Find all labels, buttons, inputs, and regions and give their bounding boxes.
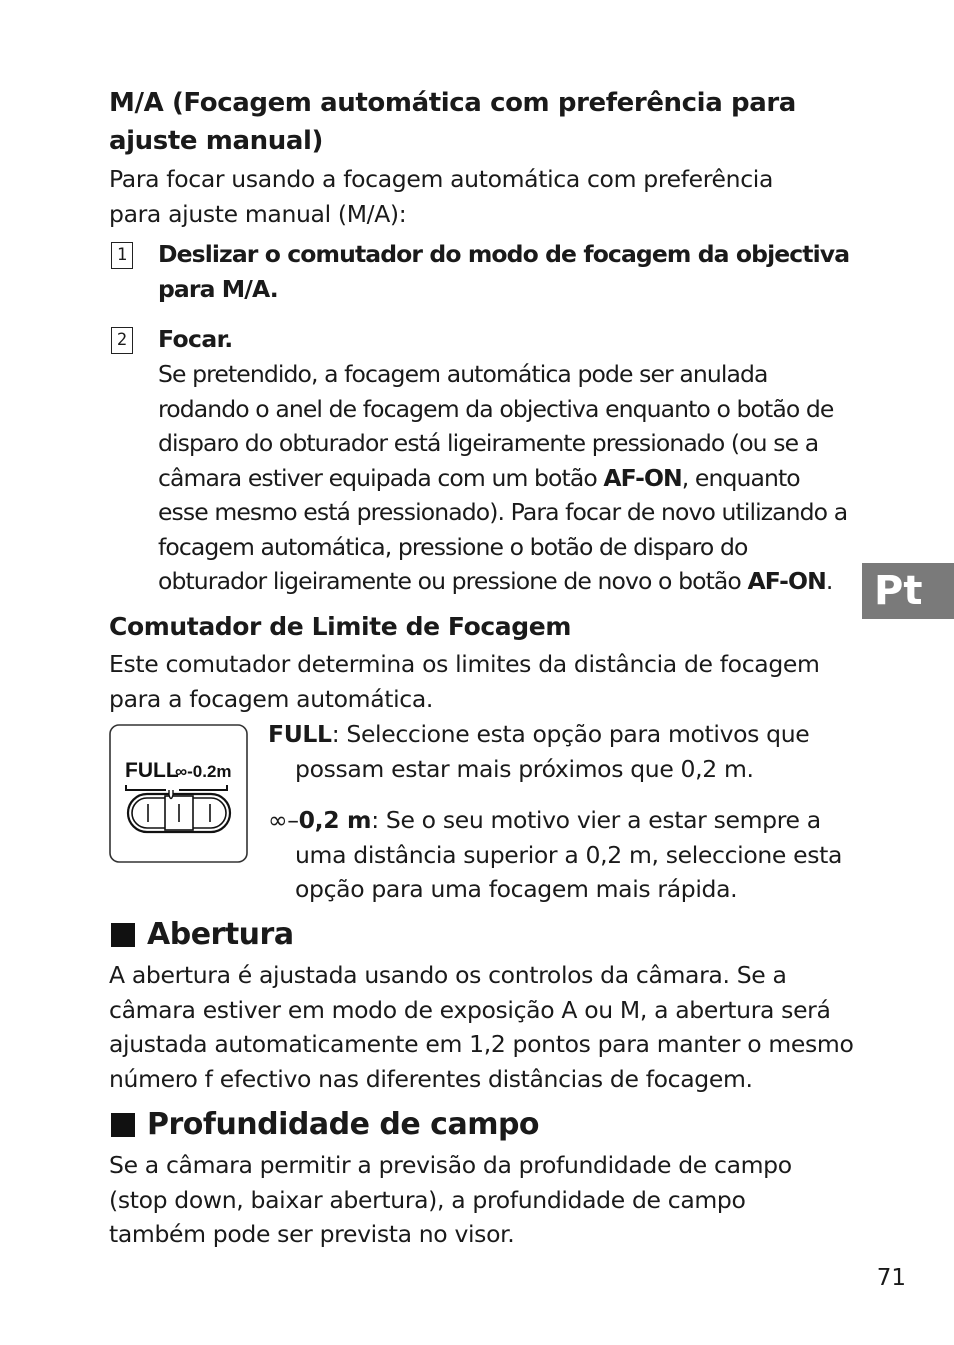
aperture-heading <box>111 916 294 954</box>
infinity-symbol: ∞– <box>268 806 299 834</box>
focus-limit-intro: Este comutador determina os limites da distância de focagem para a focagem automática. <box>109 650 820 713</box>
aperture-heading-text: Abertura <box>147 917 294 952</box>
step-2-body-text-2: , enquanto esse mesmo está pressionado). Para focar de novo utilizando a focagem automática, pressione o botão de disparo do obturador ligeiramente ou pressione de novo o botão <box>158 463 848 595</box>
switch-label-full: FULL <box>125 759 179 782</box>
page-number: 71 <box>876 1265 906 1291</box>
af-on-label: AF-ON <box>603 463 682 492</box>
option-infinity-desc: : Se o seu motivo vier a estar sempre a uma distância superior a 0,2 m, seleccione esta opção para uma focagem mais rápida. <box>295 806 843 903</box>
depth-of-field-heading-text: Profundidade de campo <box>147 1107 540 1142</box>
step-1-number: 1 <box>111 242 133 269</box>
aperture-body: A abertura é ajustada usando os controlos da câmara. Se a câmara estiver em modo de exposição A ou M, a abertura será ajustada automaticamente em 1,2 pontos para manter o mesmo número f efectivo nas diferentes distâncias de focagem. <box>109 961 854 1093</box>
option-full-desc: : Seleccione esta opção para motivos que possam estar mais próximos que 0,2 m. <box>295 720 810 783</box>
ma-intro: Para focar usando a focagem automática com preferência para ajuste manual (M/A): <box>109 165 774 228</box>
af-on-label-2: AF-ON <box>747 567 826 595</box>
focus-limit-heading: Comutador de Limite de Focagem <box>109 612 571 641</box>
switch-label-range: ∞-0.2m <box>175 762 232 781</box>
depth-of-field-heading <box>111 1106 539 1144</box>
language-tab: Pt <box>862 563 954 619</box>
option-full <box>268 717 865 786</box>
step-2-body-text-3: . <box>825 567 833 595</box>
depth-of-field-body: Se a câmara permitir a previsão da profundidade de campo (stop down, baixar abertura), a profundidade de campo também pode ser prevista no visor. <box>109 1151 792 1248</box>
ma-heading: M/A (Focagem automática com preferência para ajuste manual) <box>109 88 796 156</box>
step-2-body <box>158 357 848 599</box>
option-infinity <box>268 803 875 907</box>
step-1-title: Deslizar o comutador do modo de focagem da objectiva para M/A. <box>158 240 850 303</box>
step-2-body-text-1: Se pretendido, a focagem automática pode ser anulada rodando o anel de focagem da objectiva enquanto o botão de disparo do obturador está ligeiramente pressionado (ou se a câmara estiver equipada com um botão <box>158 360 834 492</box>
square-bullet-icon <box>111 1113 135 1137</box>
step-2-title: Focar. <box>158 325 233 353</box>
option-infinity-term: 0,2 m <box>298 806 372 834</box>
option-full-term: FULL <box>268 720 332 748</box>
square-bullet-icon <box>111 923 135 947</box>
step-2-number: 2 <box>111 327 133 354</box>
focus-limit-switch-illustration <box>109 724 248 863</box>
